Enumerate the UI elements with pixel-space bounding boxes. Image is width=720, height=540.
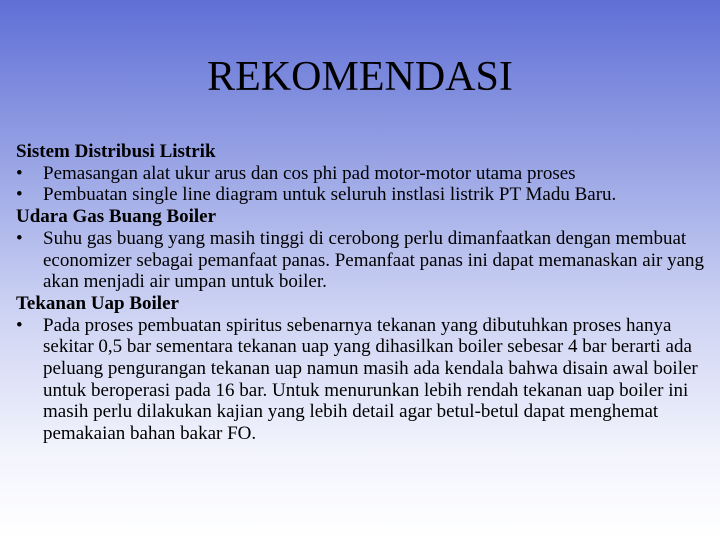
section-heading-tekanan-uap: Tekanan Uap Boiler <box>16 292 179 314</box>
list-item <box>16 228 706 293</box>
bullet-list-distribusi-listrik <box>16 163 706 206</box>
slide-content <box>16 141 706 445</box>
bullet-list-udara-gas-buang <box>16 228 706 293</box>
list-item <box>16 315 706 445</box>
list-item-text: Pada proses pembuatan spiritus sebenarnya tekanan yang dibutuhkan proses hanya sekitar 0,5 bar sementara tekanan uap yang dihasilkan boiler sebesar 4 bar berarti ada peluang pengurangan tekanan uap namun masih ada kendala bahwa disain awal boiler untuk beroperasi pada 16 bar. Untuk menurunkan lebih rendah tekanan uap boiler ini masih perlu dilakukan kajian yang lebih detail agar betul-betul dapat menghemat pemakaian bahan bakar FO. <box>43 314 698 445</box>
list-item-text: Suhu gas buang yang masih tinggi di cerobong perlu dimanfaatkan dengan membuat economizer sebagai pemanfaat panas. Pemanfaat panas ini dapat memanaskan air yang akan menjadi air umpan untuk boiler. <box>43 227 705 293</box>
bullet-list-tekanan-uap <box>16 315 706 445</box>
slide-title: REKOMENDASI <box>207 54 513 100</box>
list-item <box>16 163 706 185</box>
list-item <box>16 184 706 206</box>
list-item-text: Pemasangan alat ukur arus dan cos phi pad motor-motor utama proses <box>43 162 576 184</box>
bullet-icon: • <box>16 184 23 206</box>
bullet-icon: • <box>16 227 23 249</box>
section-heading-udara-gas-buang: Udara Gas Buang Boiler <box>16 206 217 228</box>
list-item-text: Pembuatan single line diagram untuk seluruh instlasi listrik PT Madu Baru. <box>43 184 617 206</box>
bullet-icon: • <box>16 314 23 336</box>
bullet-icon: • <box>16 162 23 184</box>
section-heading-distribusi-listrik: Sistem Distribusi Listrik <box>16 141 216 162</box>
